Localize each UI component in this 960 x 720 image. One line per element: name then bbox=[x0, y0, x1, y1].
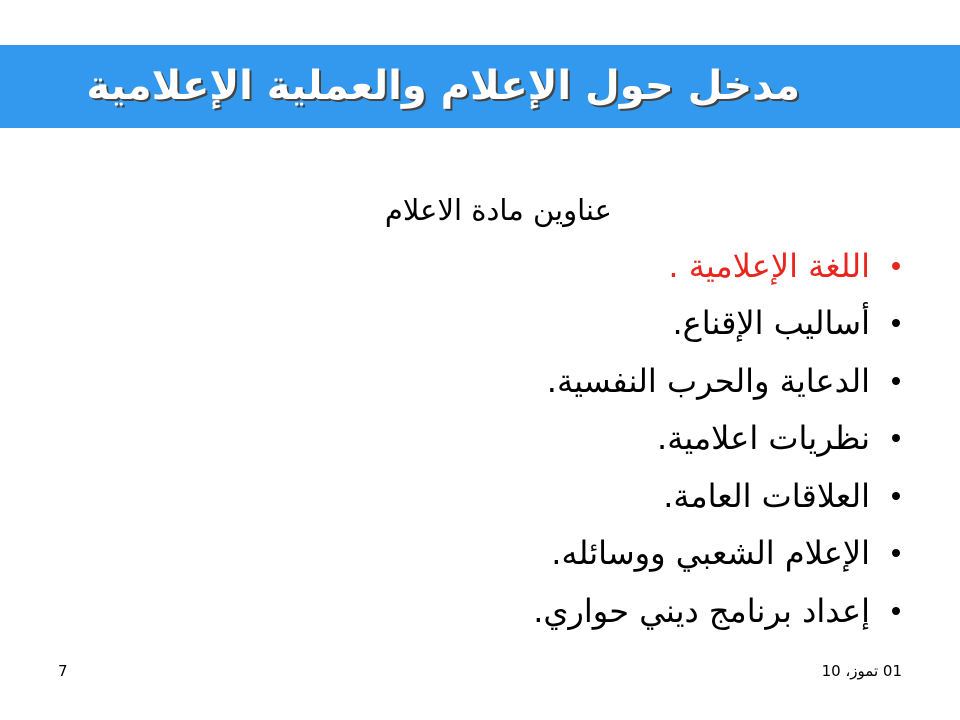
page-number: 7 bbox=[58, 662, 68, 680]
bullet-dot-icon bbox=[892, 492, 900, 500]
bullet-text: العلاقات العامة. bbox=[663, 476, 870, 515]
bullet-text: الدعاية والحرب النفسية. bbox=[546, 361, 870, 400]
bullet-dot-icon bbox=[892, 607, 900, 615]
bullet-dot-icon bbox=[892, 434, 900, 442]
bullet-item bbox=[533, 582, 900, 640]
bullet-item bbox=[533, 467, 900, 525]
bullet-text: إعداد برنامج ديني حواري. bbox=[533, 591, 870, 630]
slide-title: مدخل حول الإعلام والعملية الإعلامية bbox=[86, 63, 800, 109]
bullet-dot-icon bbox=[892, 549, 900, 557]
bullet-text: أساليب الإقناع. bbox=[672, 304, 870, 343]
bullet-text: الإعلام الشعبي ووسائله. bbox=[551, 534, 870, 573]
bullet-item bbox=[533, 237, 900, 295]
bullet-text: اللغة الإعلامية . bbox=[668, 246, 870, 285]
bullet-item bbox=[533, 352, 900, 410]
bullet-item bbox=[533, 410, 900, 468]
bullet-dot-icon bbox=[892, 319, 900, 327]
bullet-item bbox=[533, 525, 900, 583]
title-bar bbox=[0, 45, 960, 128]
bullet-item bbox=[533, 295, 900, 353]
bullet-dot-icon bbox=[892, 262, 900, 270]
bullet-list bbox=[533, 237, 900, 640]
bullet-dot-icon bbox=[892, 377, 900, 385]
footer-date: 01 تموز، 10 bbox=[821, 662, 902, 680]
bullet-text: نظريات اعلامية. bbox=[657, 419, 870, 458]
slide-subtitle: عناوين مادة الاعلام bbox=[384, 193, 612, 227]
